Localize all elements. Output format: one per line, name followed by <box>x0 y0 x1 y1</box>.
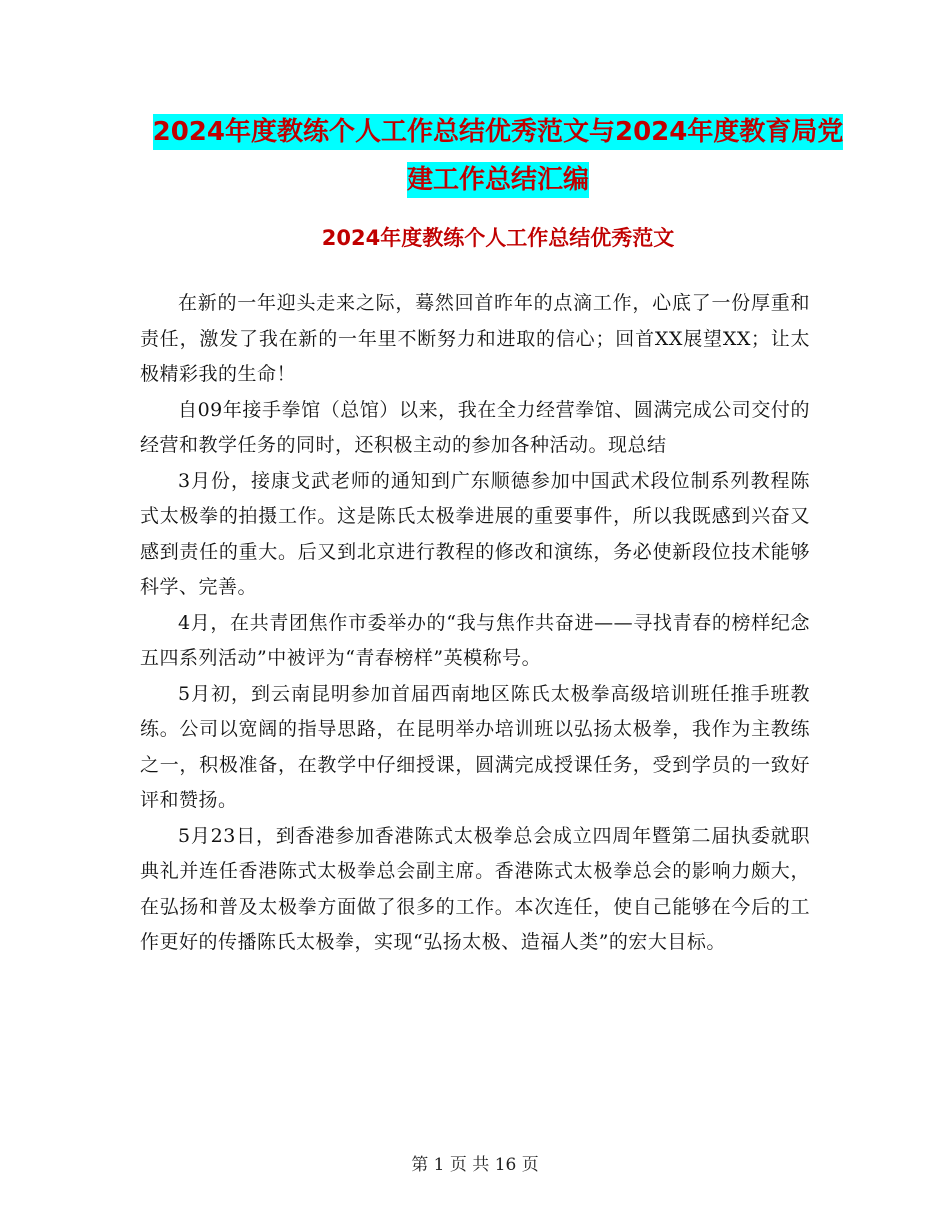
document-title-text: 2024年度教练个人工作总结优秀范文与2024年度教育局党建工作总结汇编 <box>153 114 844 198</box>
paragraph: 5月初，到云南昆明参加首届西南地区陈氏太极拳高级培训班任推手班教练。公司以宽阔的指导思路，在昆明举办培训班以弘扬太极拳，我作为主教练之一，积极准备，在教学中仔细授课，圆满完成授课任务，受到学员的一致好评和赞扬。 <box>140 682 810 811</box>
paragraph: 在新的一年迎头走来之际，蓦然回首昨年的点滴工作，心底了一份厚重和责任，激发了我在新的一年里不断努力和进取的信心；回首XX展望XX；让太极精彩我的生命！ <box>140 292 810 385</box>
paragraph: 自09年接手拳馆（总馆）以来，我在全力经营拳馆、圆满完成公司交付的经营和教学任务的同时，还积极主动的参加各种活动。现总结 <box>140 398 810 456</box>
section-title: 2024年度教练个人工作总结优秀范文 <box>321 226 675 250</box>
document-body <box>140 286 810 961</box>
paragraph: 4月，在共青团焦作市委举办的“我与焦作共奋进——寻找青春的榜样纪念五四系列活动”中被评为“青春榜样”英模称号。 <box>140 611 810 669</box>
document-title <box>140 108 856 204</box>
paragraph: 3月份，接康戈武老师的通知到广东顺德参加中国武术段位制系列教程陈式太极拳的拍摄工作。这是陈氏太极拳进展的重要事件，所以我既感到兴奋又感到责任的重大。后又到北京进行教程的修改和演练，务必使新段位技术能够科学、完善。 <box>140 469 810 598</box>
paragraph: 5月23日，到香港参加香港陈式太极拳总会成立四周年暨第二届执委就职典礼并连任香港陈式太极拳总会副主席。香港陈式太极拳总会的影响力颇大，在弘扬和普及太极拳方面做了很多的工作。本次连任，使自己能够在今后的工作更好的传播陈氏太极拳，实现“弘扬太极、造福人类”的宏大目标。 <box>140 824 810 953</box>
page-number-footer: 第 1 页 共 16 页 <box>411 1155 539 1175</box>
